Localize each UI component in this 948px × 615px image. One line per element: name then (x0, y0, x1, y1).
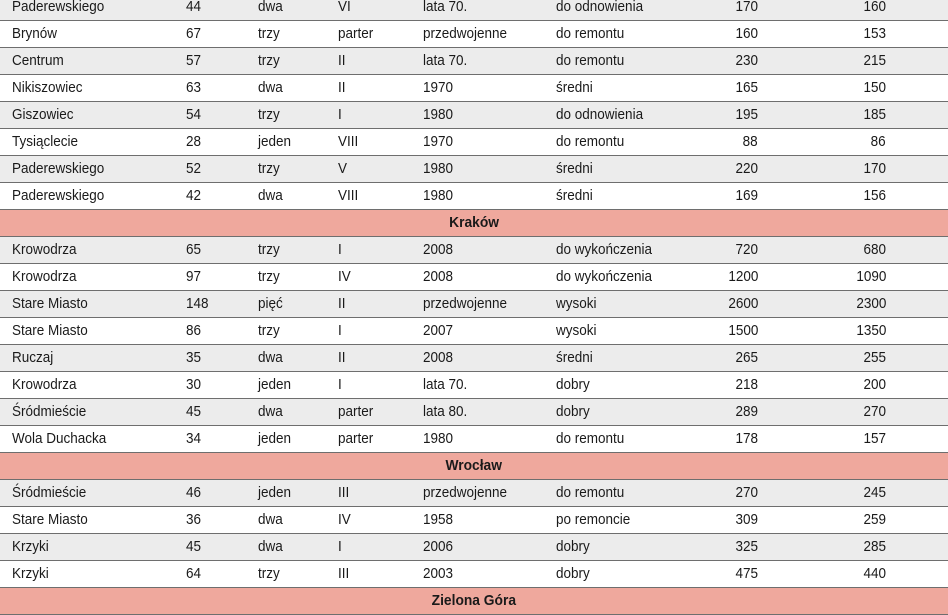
rooms-cell: trzy (258, 565, 280, 582)
table-row (0, 399, 948, 426)
district-cell: Centrum (12, 52, 64, 69)
condition-cell: do remontu (556, 52, 625, 69)
rooms-cell: jeden (258, 430, 292, 447)
area-cell: 42 (186, 187, 202, 204)
floor-cell: II (338, 349, 346, 366)
rooms-cell: dwa (258, 79, 283, 96)
offer-price-cell: 1090 (855, 268, 886, 285)
build-year-cell: lata 70. (423, 52, 468, 69)
area-cell: 63 (186, 79, 202, 96)
condition-cell: dobry (556, 565, 590, 582)
build-year-cell: 1970 (423, 133, 454, 150)
price-cell: 2600 (727, 295, 758, 312)
price-cell: 325 (735, 538, 758, 555)
offer-price-cell: 157 (863, 430, 886, 447)
condition-cell: do remontu (556, 430, 625, 447)
build-year-cell: 1980 (423, 106, 454, 123)
district-cell: Wola Duchacka (12, 430, 107, 447)
area-cell: 45 (186, 538, 202, 555)
floor-cell: III (338, 484, 350, 501)
district-cell: Paderewskiego (12, 0, 105, 15)
area-cell: 97 (186, 268, 202, 285)
area-cell: 45 (186, 403, 202, 420)
area-cell: 34 (186, 430, 202, 447)
condition-cell: średni (556, 187, 593, 204)
district-cell: Stare Miasto (12, 322, 88, 339)
city-name: Wrocław (445, 457, 503, 474)
offer-price-cell: 200 (863, 376, 886, 393)
condition-cell: dobry (556, 376, 590, 393)
offer-price-cell: 285 (863, 538, 886, 555)
table-row (0, 156, 948, 183)
district-cell: Krowodrza (12, 376, 77, 393)
area-cell: 46 (186, 484, 202, 501)
condition-cell: dobry (556, 403, 590, 420)
table-row (0, 480, 948, 507)
build-year-cell: 2008 (423, 241, 454, 258)
table-row (0, 426, 948, 453)
build-year-cell: 1980 (423, 187, 454, 204)
rooms-cell: trzy (258, 25, 280, 42)
city-name: Zielona Góra (431, 592, 517, 609)
table-row (0, 21, 948, 48)
table-row (0, 318, 948, 345)
district-cell: Śródmieście (12, 403, 87, 420)
rooms-cell: trzy (258, 241, 280, 258)
offer-price-cell: 680 (863, 241, 886, 258)
price-cell: 1500 (727, 322, 758, 339)
offer-price-cell: 270 (863, 403, 886, 420)
area-cell: 65 (186, 241, 202, 258)
table-row (0, 345, 948, 372)
rooms-cell: trzy (258, 52, 280, 69)
build-year-cell: 1980 (423, 160, 454, 177)
district-cell: Tysiąclecie (12, 133, 79, 150)
district-cell: Nikiszowiec (12, 79, 83, 96)
rooms-cell: dwa (258, 538, 283, 555)
offer-price-cell: 245 (863, 484, 886, 501)
build-year-cell: przedwojenne (423, 295, 508, 312)
table-row (0, 264, 948, 291)
floor-cell: II (338, 52, 346, 69)
area-cell: 64 (186, 565, 202, 582)
area-cell: 54 (186, 106, 202, 123)
condition-cell: do odnowienia (556, 0, 644, 15)
district-cell: Stare Miasto (12, 295, 88, 312)
price-cell: 270 (735, 484, 758, 501)
offer-price-cell: 440 (863, 565, 886, 582)
condition-cell: do remontu (556, 484, 625, 501)
offer-price-cell: 156 (863, 187, 886, 204)
condition-cell: do odnowienia (556, 106, 644, 123)
offer-price-cell: 150 (863, 79, 886, 96)
build-year-cell: 2006 (423, 538, 454, 555)
table-row (0, 75, 948, 102)
price-cell: 475 (735, 565, 758, 582)
floor-cell: parter (338, 403, 374, 420)
offer-price-cell: 185 (863, 106, 886, 123)
floor-cell: IV (338, 511, 351, 528)
floor-cell: I (338, 241, 342, 258)
rooms-cell: trzy (258, 268, 280, 285)
table-row (0, 48, 948, 75)
condition-cell: do wykończenia (556, 268, 653, 285)
build-year-cell: 1970 (423, 79, 454, 96)
floor-cell: II (338, 295, 346, 312)
build-year-cell: lata 70. (423, 376, 468, 393)
floor-cell: V (338, 160, 348, 177)
floor-cell: III (338, 565, 350, 582)
floor-cell: I (338, 376, 342, 393)
floor-cell: I (338, 106, 342, 123)
price-cell: 165 (735, 79, 758, 96)
area-cell: 44 (186, 0, 202, 15)
build-year-cell: 2008 (423, 349, 454, 366)
offer-price-cell: 259 (863, 511, 886, 528)
price-cell: 218 (735, 376, 758, 393)
district-cell: Brynów (12, 25, 58, 42)
district-cell: Paderewskiego (12, 187, 105, 204)
area-cell: 30 (186, 376, 202, 393)
offer-price-cell: 1350 (855, 322, 886, 339)
condition-cell: po remoncie (556, 511, 631, 528)
district-cell: Krowodrza (12, 241, 77, 258)
price-cell: 160 (735, 25, 758, 42)
condition-cell: do remontu (556, 133, 625, 150)
build-year-cell: przedwojenne (423, 484, 508, 501)
price-cell: 1200 (727, 268, 758, 285)
district-cell: Śródmieście (12, 484, 87, 501)
rooms-cell: dwa (258, 403, 283, 420)
price-cell: 309 (735, 511, 758, 528)
price-cell: 88 (742, 133, 758, 150)
rooms-cell: trzy (258, 322, 280, 339)
offer-price-cell: 153 (863, 25, 886, 42)
rooms-cell: jeden (258, 484, 292, 501)
condition-cell: średni (556, 79, 593, 96)
floor-cell: II (338, 79, 346, 96)
table-row (0, 129, 948, 156)
district-cell: Krzyki (12, 538, 49, 555)
build-year-cell: 2003 (423, 565, 454, 582)
floor-cell: IV (338, 268, 351, 285)
build-year-cell: 1958 (423, 511, 454, 528)
city-header (0, 588, 948, 615)
condition-cell: wysoki (556, 295, 597, 312)
build-year-cell: przedwojenne (423, 25, 508, 42)
offer-price-cell: 160 (863, 0, 886, 15)
price-cell: 169 (735, 187, 758, 204)
floor-cell: parter (338, 430, 374, 447)
district-cell: Krzyki (12, 565, 49, 582)
offer-price-cell: 255 (863, 349, 886, 366)
build-year-cell: 2007 (423, 322, 454, 339)
area-cell: 67 (186, 25, 202, 42)
table-row (0, 507, 948, 534)
table-row (0, 0, 948, 21)
build-year-cell: 1980 (423, 430, 454, 447)
price-cell: 289 (735, 403, 758, 420)
condition-cell: do remontu (556, 25, 625, 42)
table-row (0, 291, 948, 318)
area-cell: 148 (186, 295, 209, 312)
condition-cell: średni (556, 160, 593, 177)
rooms-cell: trzy (258, 160, 280, 177)
price-cell: 230 (735, 52, 758, 69)
district-cell: Stare Miasto (12, 511, 88, 528)
price-cell: 720 (735, 241, 758, 258)
rooms-cell: dwa (258, 349, 283, 366)
floor-cell: VIII (338, 187, 359, 204)
offer-price-cell: 170 (863, 160, 886, 177)
price-cell: 178 (735, 430, 758, 447)
rooms-cell: dwa (258, 187, 283, 204)
area-cell: 35 (186, 349, 202, 366)
price-cell: 195 (735, 106, 758, 123)
offer-price-cell: 86 (870, 133, 886, 150)
build-year-cell: lata 80. (423, 403, 468, 420)
floor-cell: I (338, 322, 342, 339)
floor-cell: VIII (338, 133, 359, 150)
district-cell: Ruczaj (12, 349, 54, 366)
table-row (0, 561, 948, 588)
price-cell: 170 (735, 0, 758, 15)
build-year-cell: 2008 (423, 268, 454, 285)
district-cell: Krowodrza (12, 268, 77, 285)
table-row (0, 183, 948, 210)
rooms-cell: dwa (258, 511, 283, 528)
area-cell: 36 (186, 511, 202, 528)
area-cell: 86 (186, 322, 202, 339)
table-row (0, 534, 948, 561)
table-row (0, 372, 948, 399)
price-cell: 220 (735, 160, 758, 177)
area-cell: 28 (186, 133, 202, 150)
floor-cell: VI (338, 0, 351, 15)
rooms-cell: jeden (258, 133, 292, 150)
rooms-cell: dwa (258, 0, 283, 15)
table-row (0, 237, 948, 264)
district-cell: Paderewskiego (12, 160, 105, 177)
build-year-cell: lata 70. (423, 0, 468, 15)
city-header (0, 453, 948, 480)
city-header (0, 210, 948, 237)
area-cell: 57 (186, 52, 202, 69)
area-cell: 52 (186, 160, 202, 177)
offer-price-cell: 215 (863, 52, 886, 69)
condition-cell: do wykończenia (556, 241, 653, 258)
price-cell: 265 (735, 349, 758, 366)
rooms-cell: jeden (258, 376, 292, 393)
table-row (0, 102, 948, 129)
condition-cell: wysoki (556, 322, 597, 339)
city-name: Kraków (449, 214, 499, 231)
floor-cell: I (338, 538, 342, 555)
condition-cell: dobry (556, 538, 590, 555)
rooms-cell: pięć (258, 295, 283, 312)
rooms-cell: trzy (258, 106, 280, 123)
floor-cell: parter (338, 25, 374, 42)
offer-price-cell: 2300 (855, 295, 886, 312)
district-cell: Giszowiec (12, 106, 74, 123)
condition-cell: średni (556, 349, 593, 366)
